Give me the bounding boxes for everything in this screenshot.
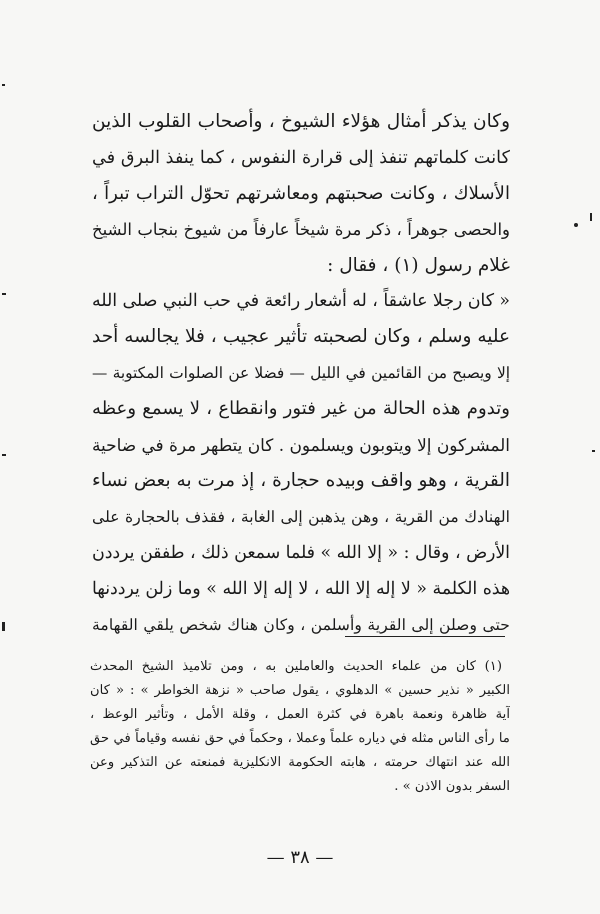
scan-speck xyxy=(2,454,6,456)
text-line: الأرض ، وقال : « إلا الله » فلما سمعن ذلك ، طفقن يرددن xyxy=(92,543,510,563)
footnote-line: الكبير « نذير حسين » الدهلوي ، يقول صاحب « نزهة الخواطر » : « كان xyxy=(90,683,510,698)
footnote xyxy=(90,655,510,799)
footnote-line: (١) كان من علماء الحديث والعاملين به ، ومن تلاميذ الشيخ المحدث xyxy=(90,659,502,674)
scan-speck xyxy=(590,213,592,221)
text-line: هذه الكلمة « لا إله إلا الله ، لا إله إلا الله » وما زلن يرددنها xyxy=(92,579,510,599)
scan-speck xyxy=(2,622,5,631)
text-line: كانت كلماتهم تنفذ إلى قرارة النفوس ، كما ينفذ البرق في xyxy=(92,148,510,168)
scan-speck xyxy=(592,450,595,452)
margin-dot xyxy=(574,223,578,227)
text-line: حتى وصلن إلى القرية وأسلمن ، وكان هناك شخص يلقي القهامة xyxy=(92,615,510,634)
page-number: — ٣٨ — xyxy=(266,847,334,868)
text-line: والحصى جوهراً ، ذكر مرة شيخاً عارفاً من شيوخ بنجاب الشيخ xyxy=(92,220,510,239)
scan-speck xyxy=(2,293,6,295)
text-line: الهنادك من القرية ، وهن يذهبن إلى الغابة ، فقذف بالحجارة على xyxy=(92,507,510,526)
footnote-line: الله عند انتهاك حرمته ، هابته الحكومة الانكليزية فمنعته عن التذكير وعن xyxy=(90,755,510,770)
paragraph-quote xyxy=(92,283,510,643)
scan-speck xyxy=(2,84,5,86)
text-line: غلام رسول (١) ، فقال : xyxy=(327,255,510,276)
text-line: عليه وسلم ، وكان لصحبته تأثير عجيب ، فلا يجالسه أحد xyxy=(92,326,510,347)
footnote-line: آية ظاهرة ونعمة باهرة في كثرة العمل ، وقلة الأمل ، وتأثير الوعظ ، xyxy=(90,707,510,722)
text-line: وكان يذكر أمثال هؤلاء الشيوخ ، وأصحاب القلوب الذين xyxy=(92,111,510,132)
text-line: المشركون إلا ويتوبون ويسلمون . كان يتطهر مرة في ضاحية xyxy=(92,435,510,455)
text-line: وتدوم هذه الحالة من غير فتور وانقطاع ، لا يسمع وعظه xyxy=(92,398,510,419)
text-line: « كان رجلا عاشقاً ، له أشعار رائعة في حب النبي صلى الله xyxy=(92,291,510,311)
paragraph-intro xyxy=(92,104,510,284)
text-line: إلا ويصبح من القائمين في الليل — فضلا عن الصلوات المكتوبة — xyxy=(92,364,510,382)
text-line: الأسلاك ، وكانت صحبتهم ومعاشرتهم تحوّل التراب تبراً ، xyxy=(92,183,510,204)
footnote-line: السفر بدون الاذن » . xyxy=(394,779,510,794)
text-line: القرية ، وهو واقف وبيده حجارة ، إذ مرت به بعض نساء xyxy=(92,470,510,491)
footnote-divider xyxy=(345,636,505,637)
footnote-line: ما رأى الناس مثله في دياره علماً وعملا ، وحكماً في حق نفسه وقياماً في حق xyxy=(90,731,510,746)
